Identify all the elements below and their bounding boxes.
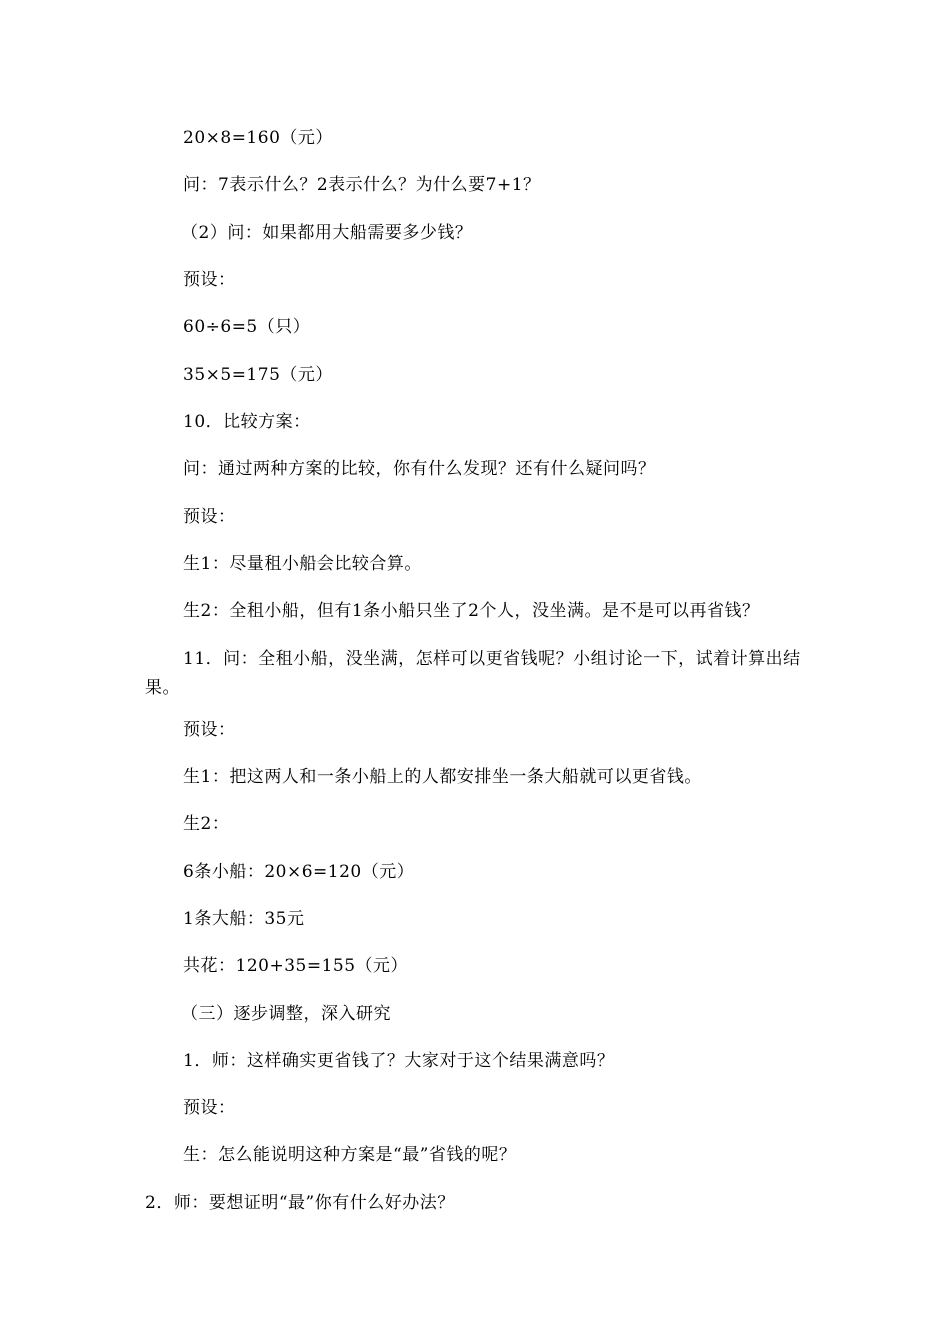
text-line-3: （2）问：如果都用大船需要多少钱？ [181,223,473,243]
text-line-14: 生1：把这两人和一条小船上的人都安排坐一条大船就可以更省钱。 [183,767,702,787]
text-line-7: 10．比较方案： [183,412,311,432]
text-line-13: 预设： [183,720,236,740]
text-line-5: 60÷6=5（只） [183,317,311,337]
text-line-9: 预设： [183,507,236,527]
text-line-18: 共花：120+35=155（元） [183,956,409,976]
text-line-15: 生2： [183,814,230,834]
text-line-10: 生1：尽量租小船会比较合算。 [183,554,422,574]
text-line-1: 20×8=160（元） [183,128,333,148]
text-line-21: 预设： [183,1098,236,1118]
text-line-4: 预设： [183,270,236,290]
text-line-6: 35×5=175（元） [183,365,333,385]
text-line-11: 生2：全租小船，但有1条小船只坐了2个人，没坐满。是不是可以再省钱？ [183,601,760,621]
text-line-12: 11．问：全租小船，没坐满，怎样可以更省钱呢？小组讨论一下，试着计算出结果。 [145,649,801,698]
text-line-17: 1条大船：35元 [183,909,305,929]
text-line-20: 1．师：这样确实更省钱了？大家对于这个结果满意吗？ [183,1051,615,1071]
text-line-22: 生：怎么能说明这种方案是“最”省钱的呢？ [183,1145,517,1165]
text-line-16: 6条小船：20×6=120（元） [183,862,415,882]
text-line-23: 2．师：要想证明“最”你有什么好办法？ [145,1193,455,1213]
text-line-8: 问：通过两种方案的比较，你有什么发现？还有什么疑问吗？ [183,459,656,479]
text-line-2: 问：7表示什么？2表示什么？为什么要7+1？ [183,175,541,195]
text-line-19: （三）逐步调整，深入研究 [181,1004,391,1024]
